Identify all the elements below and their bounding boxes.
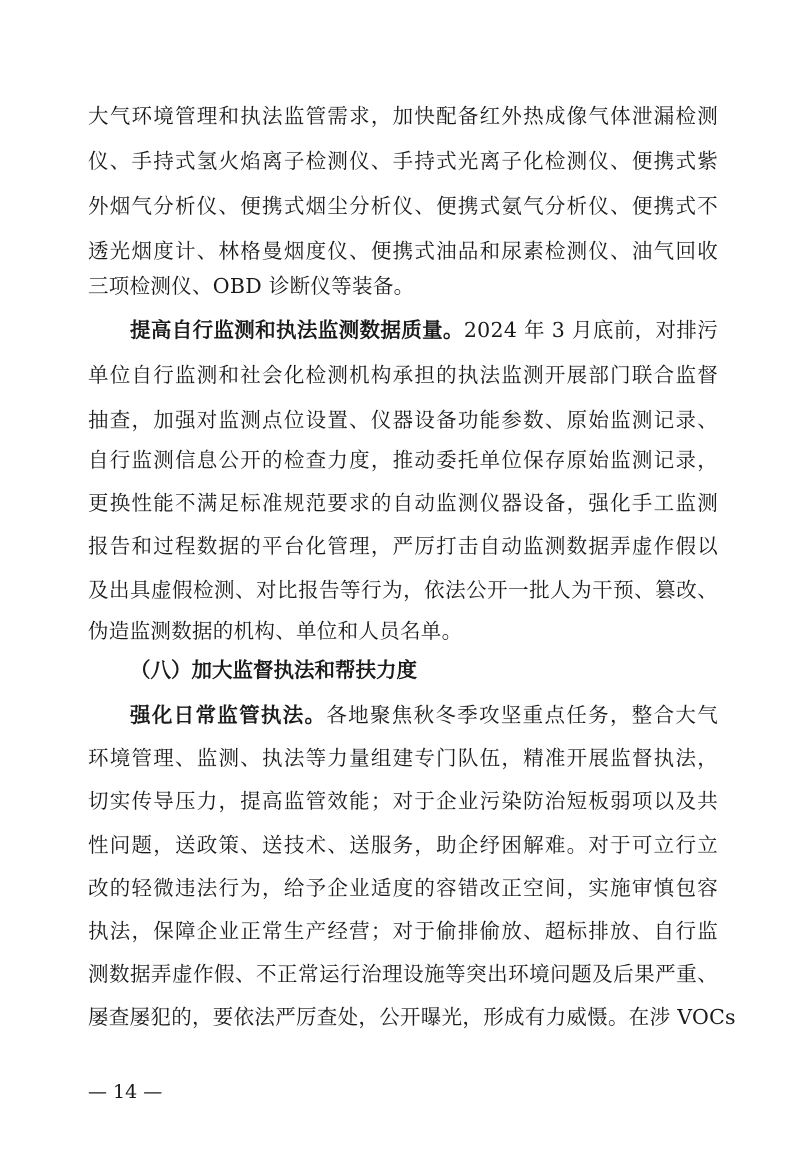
text-span: 各地聚焦秋冬季攻坚重点任务，整合大气 — [326, 703, 718, 727]
text-line: 单位自行监测和社会化检测机构承担的执法监测开展部门联合监督 — [88, 363, 718, 387]
text-line: 执法，保障企业正常生产经营；对于偷排偷放、超标排放、自行监 — [88, 919, 718, 943]
text-line: 伪造监测数据的机构、单位和人员名单。 — [88, 619, 463, 643]
text-line — [130, 310, 718, 350]
text-line: 仪、手持式氢火焰离子检测仪、手持式光离子化检测仪、便携式紫 — [88, 149, 718, 173]
text-line: 屡查屡犯的，要依法严厉查处，公开曝光，形成有力威慑。在涉 VOCs — [88, 1005, 736, 1029]
text-line: 环境管理、监测、执法等力量组建专门队伍，精准开展监督执法， — [88, 746, 718, 770]
text-line: 自行监测信息公开的检查力度，推动委托单位保存原始监测记录， — [88, 448, 718, 472]
text-line: 外烟气分析仪、便携式烟尘分析仪、便携式氨气分析仪、便携式不 — [88, 194, 718, 218]
text-line: 测数据弄虚作假、不正常运行治理设施等突出环境问题及后果严重、 — [88, 962, 718, 986]
paragraph-lead-title: 强化日常监管执法。 — [130, 703, 327, 727]
page-number: — 14 — — [88, 1081, 163, 1103]
text-line: 报告和过程数据的平台化管理，严厉打击自动监测数据弄虚作假以 — [88, 534, 718, 558]
text-line: 及出具虚假检测、对比报告等行为，依法公开一批人为干预、篡改、 — [88, 578, 718, 602]
text-line: 更换性能不满足标准规范要求的自动监测仪器设备，强化手工监测 — [88, 491, 718, 515]
text-line: 性问题，送政策、送技术、送服务，助企纾困解难。对于可立行立 — [88, 833, 718, 857]
text-line: 切实传导压力，提高监管效能；对于企业污染防治短板弱项以及共 — [88, 789, 718, 813]
text-span: 2024 年 3 月底前，对排污 — [463, 318, 718, 342]
paragraph-lead-title: 提高自行监测和执法监测数据质量。 — [130, 318, 464, 342]
text-line: 大气环境管理和执法监管需求，加快配备红外热成像气体泄漏检测 — [88, 104, 718, 128]
text-line: 透光烟度计、林格曼烟度仪、便携式油品和尿素检测仪、油气回收 — [88, 239, 718, 263]
text-line: 改的轻微违法行为，给予企业适度的容错改正空间，实施审慎包容 — [88, 876, 718, 900]
text-line: 抽查，加强对监测点位设置、仪器设备功能参数、原始监测记录、 — [88, 408, 718, 432]
text-line: 三项检测仪、OBD 诊断仪等装备。 — [88, 274, 415, 298]
text-line — [130, 695, 718, 735]
section-heading: （八）加大监督执法和帮扶力度 — [130, 658, 417, 682]
